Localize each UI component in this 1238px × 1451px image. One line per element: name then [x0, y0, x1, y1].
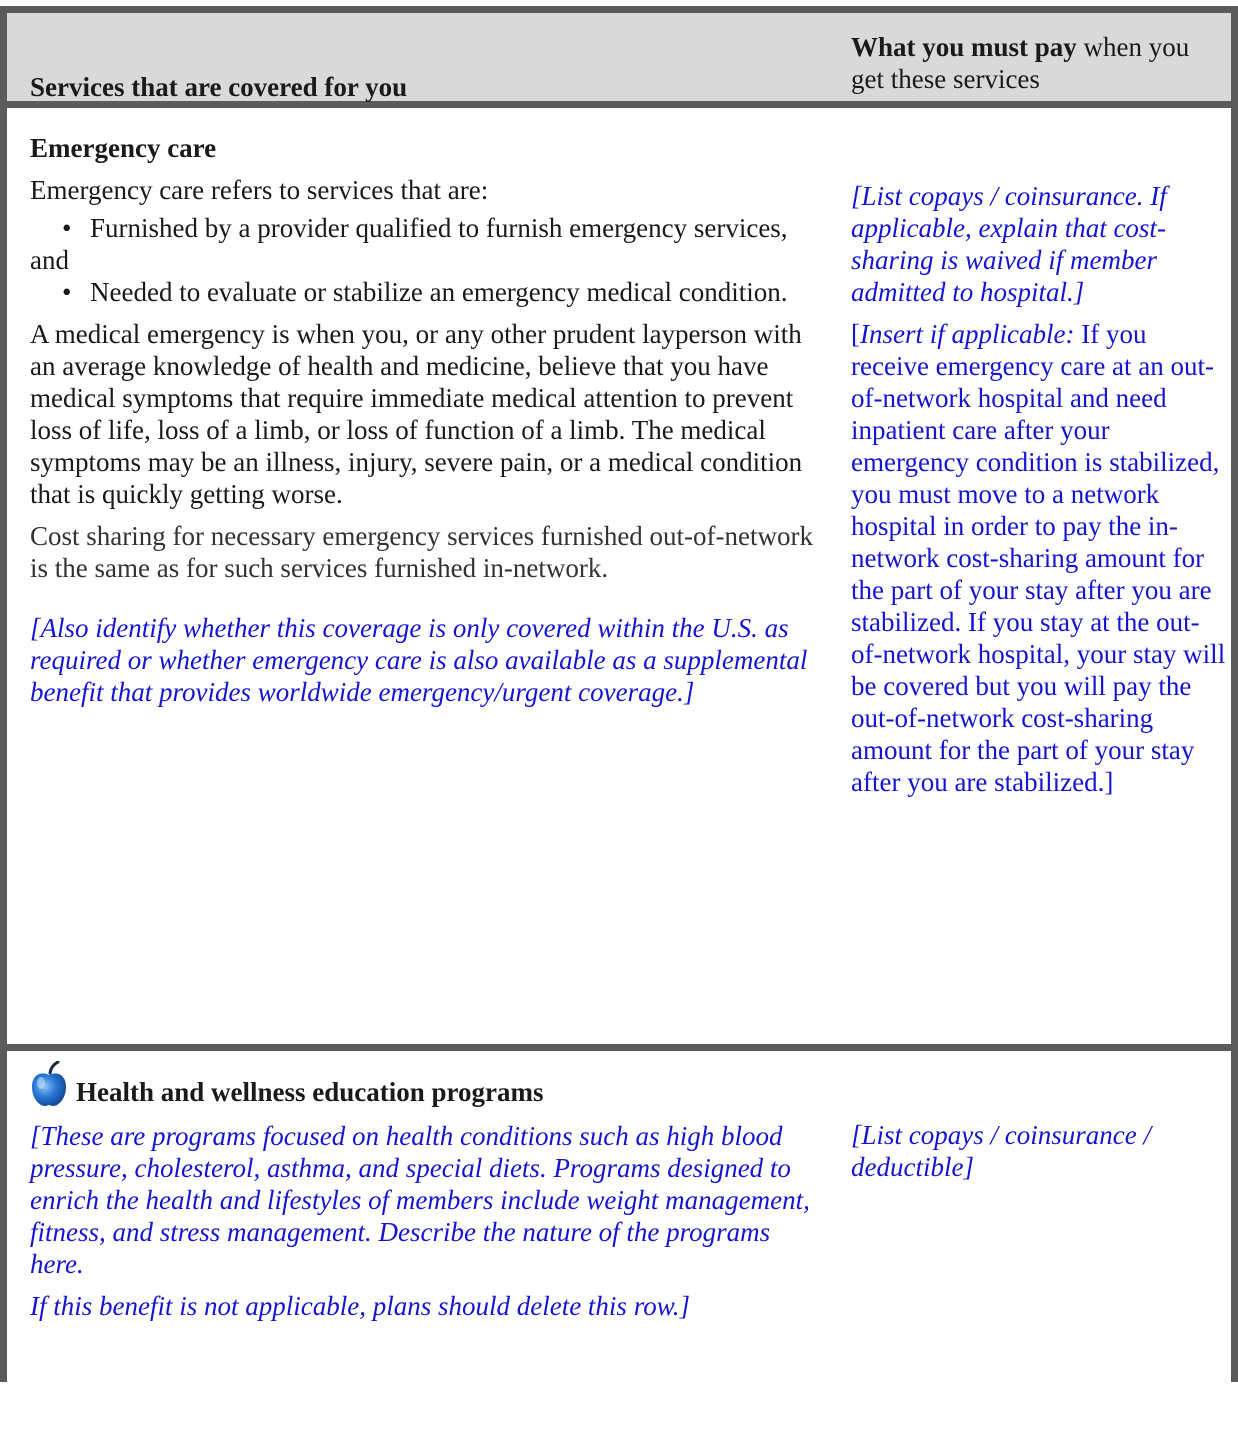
emergency-bullet-2-text: Needed to evaluate or stabilize an emergency medical condition. — [90, 277, 788, 307]
apple-icon — [30, 1061, 68, 1107]
emergency-pay-note: [List copays / coinsurance. If applicable, explain that cost-sharing is waived if member admitted to hospital.] — [851, 181, 1167, 307]
emergency-pay-cell — [851, 180, 1226, 798]
bullet-glyph: • — [62, 213, 72, 243]
emergency-care-title: Emergency care — [30, 133, 217, 163]
table-header-row — [7, 13, 1231, 108]
table-row-health-wellness — [7, 1051, 1231, 1451]
header-what-you-pay — [851, 31, 1226, 95]
wellness-pay-cell — [851, 1119, 1226, 1183]
emergency-pay-insert-label: Insert if applicable: — [860, 319, 1075, 349]
wellness-delete-note: If this benefit is not applicable, plans should delete this row.] — [30, 1291, 690, 1321]
benefits-table — [0, 6, 1238, 1382]
bullet-glyph: • — [62, 277, 72, 307]
emergency-bullet-1 — [30, 212, 825, 276]
emergency-bullet-1-text: Furnished by a provider qualified to furnish emergency services, and — [30, 213, 788, 275]
emergency-pay-insert-open: [ — [851, 319, 860, 349]
emergency-definition: A medical emergency is when you, or any other prudent layperson with an average knowledge of health and medicine, believe that you have medical symptoms that require immediate medical attention to prevent loss of life, loss of a limb, or loss of function of a limb. The medical symptoms may be an illness, injury, severe pain, or a medical condition that is quickly getting worse. — [30, 319, 803, 509]
wellness-pay-note: [List copays / coinsurance / deductible] — [851, 1120, 1151, 1182]
wellness-description: [These are programs focused on health conditions such as high blood pressure, cholesterol, asthma, and special diets. Programs designed to enrich the health and lifestyles of members include weight management, fitness, and stress management. Describe the nature of the programs here. — [30, 1121, 810, 1279]
emergency-cost-sharing: Cost sharing for necessary emergency services furnished out-of-network is the same as for such services furnished in-network. — [30, 521, 813, 583]
wellness-title-line — [30, 1061, 825, 1108]
wellness-services-cell — [30, 1061, 825, 1322]
emergency-pay-insert — [851, 318, 1226, 798]
wellness-title: Health and wellness education programs — [76, 1077, 544, 1107]
emergency-intro: Emergency care refers to services that are: — [30, 175, 489, 205]
emergency-services-cell — [30, 132, 825, 708]
header-services-covered: Services that are covered for you — [30, 72, 408, 102]
emergency-bullet-2 — [30, 276, 825, 308]
table-row-emergency-care — [7, 108, 1231, 1051]
header-what-you-pay-rest: when you get these services — [851, 32, 1190, 94]
emergency-coverage-note: [Also identify whether this coverage is only covered within the U.S. as required or whether emergency care is also available as a supplemental benefit that provides worldwide emergency/urgent coverage.] — [30, 613, 808, 707]
emergency-pay-insert-text: If you receive emergency care at an out-of-network hospital and need inpatient care after your emergency condition is stabilized, you must move to a network hospital in order to pay the in-network cost-sharing amount for the part of your stay after you are stabilized. If you stay at the out-of-network hospital, your stay will be covered but you will pay the out-of-network cost-sharing amount for the part of your stay after you are stabilized.] — [851, 319, 1226, 797]
header-what-you-pay-bold: What you must pay — [851, 32, 1077, 62]
